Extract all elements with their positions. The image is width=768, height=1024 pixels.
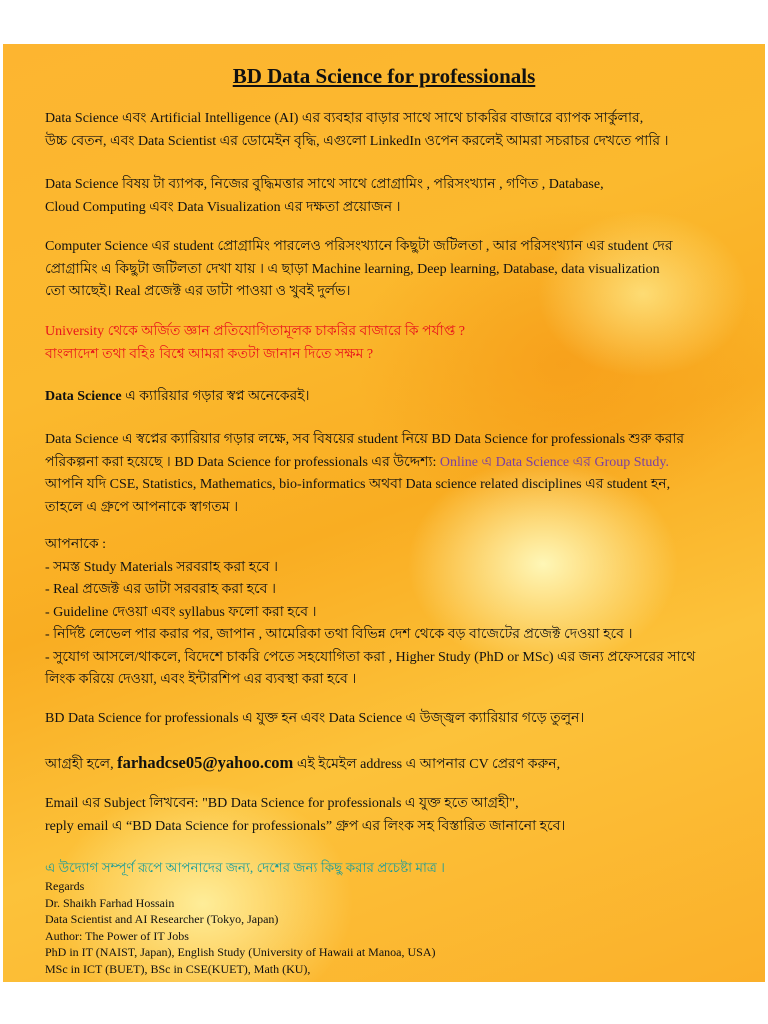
plan-paragraph bbox=[45, 429, 763, 519]
text-line: Computer Science এর student প্রোগ্রামিং পারলেও পরিসংখ্যানে কিছুটা জটিলতা , আর পরিসংখ্যান এর student দের bbox=[45, 239, 673, 254]
join-paragraph bbox=[45, 708, 763, 731]
page-title: BD Data Science for professionals bbox=[232, 64, 536, 88]
list-item: - সুযোগ আসলে/থাকলে, বিদেশে চাকরি পেতে সহযোগিতা করা , Higher Study (PhD or MSc) এর জন্য প্রফেসরের সাথে bbox=[45, 649, 696, 665]
text-line: BD Data Science for professionals এ যুক্ত হন এবং Data Science এ উজ্জ্বল ক্যারিয়ার গড়ে তুলুন। bbox=[45, 711, 585, 726]
author-book: Author: The Power of IT Jobs bbox=[45, 928, 189, 943]
author-education: PhD in IT (NAIST, Japan), English Study (University of Hawaii at Manoa, USA) bbox=[45, 945, 436, 959]
dream-bold-text: Data Science bbox=[45, 389, 122, 404]
text-line: Email এর Subject লিখবেন: "BD Data Science for professionals এ যুক্ত হতে আগ্রহী", bbox=[45, 796, 519, 811]
flyer bbox=[3, 44, 765, 982]
text-line: Data Science বিষয় টা ব্যাপক, নিজের বুদ্ধিমত্তার সাথে সাথে প্রোগ্রামিং , পরিসংখ্যান , গণিত , Database, bbox=[45, 177, 604, 192]
text-line: তাহলে এ গ্রুপে আপনাকে স্বাগতম । bbox=[45, 499, 239, 515]
list-item: - সমস্ত Study Materials সরবরাহ করা হবে । bbox=[45, 559, 278, 575]
purpose-highlight: Online এ Data Science এর Group Study. bbox=[439, 454, 670, 470]
text-line: এ উদ্যোগ সম্পূর্ণ রূপে আপনাদের জন্য, দেশের জন্য কিছু করার প্রচেষ্টা মাত্র । bbox=[45, 860, 445, 875]
text-line: পরিকল্পনা করা হয়েছে । BD Data Science for professionals এর উদ্দেশ্য: bbox=[45, 454, 440, 470]
signature-block bbox=[45, 878, 436, 977]
list-item: - Guideline দেওয়া এবং syllabus ফলো করা হবে । bbox=[45, 604, 317, 620]
apply-post-text: এই ইমেইল address এ আপনার CV প্রেরণ করুন, bbox=[293, 757, 561, 772]
apply-paragraph bbox=[45, 750, 763, 778]
text-line: Data Science এবং Artificial Intelligence (AI) এর ব্যবহার বাড়ার সাথে সাথে চাকরির বাজারে ব্যাপক সার্কুলার, bbox=[45, 111, 644, 126]
text-line: আপনি যদি CSE, Statistics, Mathematics, bio-informatics অথবা Data science related disciplines এর student হন, bbox=[45, 477, 671, 492]
skills-paragraph bbox=[45, 174, 763, 219]
list-item: লিংক করিয়ে দেওয়া, এবং ইন্টারশিপ এর ব্যবস্থা করা হবে । bbox=[45, 672, 357, 687]
dream-rest-text: এ ক্যারিয়ার গড়ার স্বপ্ন অনেকেরই। bbox=[121, 389, 310, 404]
text-line: বাংলাদেশ তথা বহিঃ বিশ্বে আমরা কতটা জানান দিতে সক্ষম ? bbox=[45, 346, 374, 362]
benefits-list bbox=[45, 534, 763, 692]
contact-email-link[interactable]: farhadcse05@yahoo.com bbox=[117, 753, 294, 772]
list-item: - Real প্রজেক্ট এর ডাটা সরবরাহ করা হবে । bbox=[45, 582, 276, 597]
dream-paragraph bbox=[45, 386, 763, 409]
closing-line bbox=[45, 858, 763, 878]
text-line: Cloud Computing এবং Data Visualization এর দক্ষতা প্রয়োজন । bbox=[45, 199, 401, 215]
question-paragraph bbox=[45, 321, 763, 366]
subject-paragraph bbox=[45, 793, 763, 838]
text-line: উচ্চ বেতন, এবং Data Scientist এর ডোমেইন বৃদ্ধি, এগুলো LinkedIn ওপেন করলেই আমরা সচরাচর দেখতে পারি । bbox=[45, 133, 669, 149]
regards-text: Regards bbox=[45, 879, 85, 893]
text-line: প্রোগ্রামিং এ কিছুটা জটিলতা দেখা যায় । এ ছাড়া Machine learning, Deep learning, Database, data visualization bbox=[45, 261, 660, 277]
benefits-heading: আপনাকে : bbox=[45, 537, 107, 552]
intro-paragraph bbox=[45, 108, 763, 153]
author-education: MSc in ICT (BUET), BSc in CSE(KUET), Math (KU), bbox=[45, 961, 311, 976]
list-item: - নির্দিষ্ট লেভেল পার করার পর, জাপান , আমেরিকা তথা বিভিন্ন দেশ থেকে বড় বাজেটের প্রজেক্ট দেওয়া হবে । bbox=[45, 627, 633, 642]
text-line: University থেকে অর্জিত জ্ঞান প্রতিযোগিতামূলক চাকরির বাজারে কি পর্যাপ্ত ? bbox=[45, 324, 465, 339]
challenge-paragraph bbox=[45, 236, 763, 304]
apply-pre-text: আগ্রহী হলে, bbox=[45, 757, 118, 772]
author-role: Data Scientist and AI Researcher (Tokyo, Japan) bbox=[45, 912, 279, 926]
text-line: reply email এ “BD Data Science for professionals” গ্রুপ এর লিংক সহ বিস্তারিত জানানো হবে। bbox=[45, 818, 566, 834]
text-line: তো আছেই। Real প্রজেক্ট এর ডাটা পাওয়া ও খুবই দুর্লভ। bbox=[45, 284, 351, 299]
author-name: Dr. Shaikh Farhad Hossain bbox=[45, 895, 175, 910]
text-line: Data Science এ স্বপ্নের ক্যারিয়ার গড়ার লক্ষে, সব বিষয়ের student নিয়ে BD Data Science for professionals শুরু করার bbox=[45, 432, 685, 447]
